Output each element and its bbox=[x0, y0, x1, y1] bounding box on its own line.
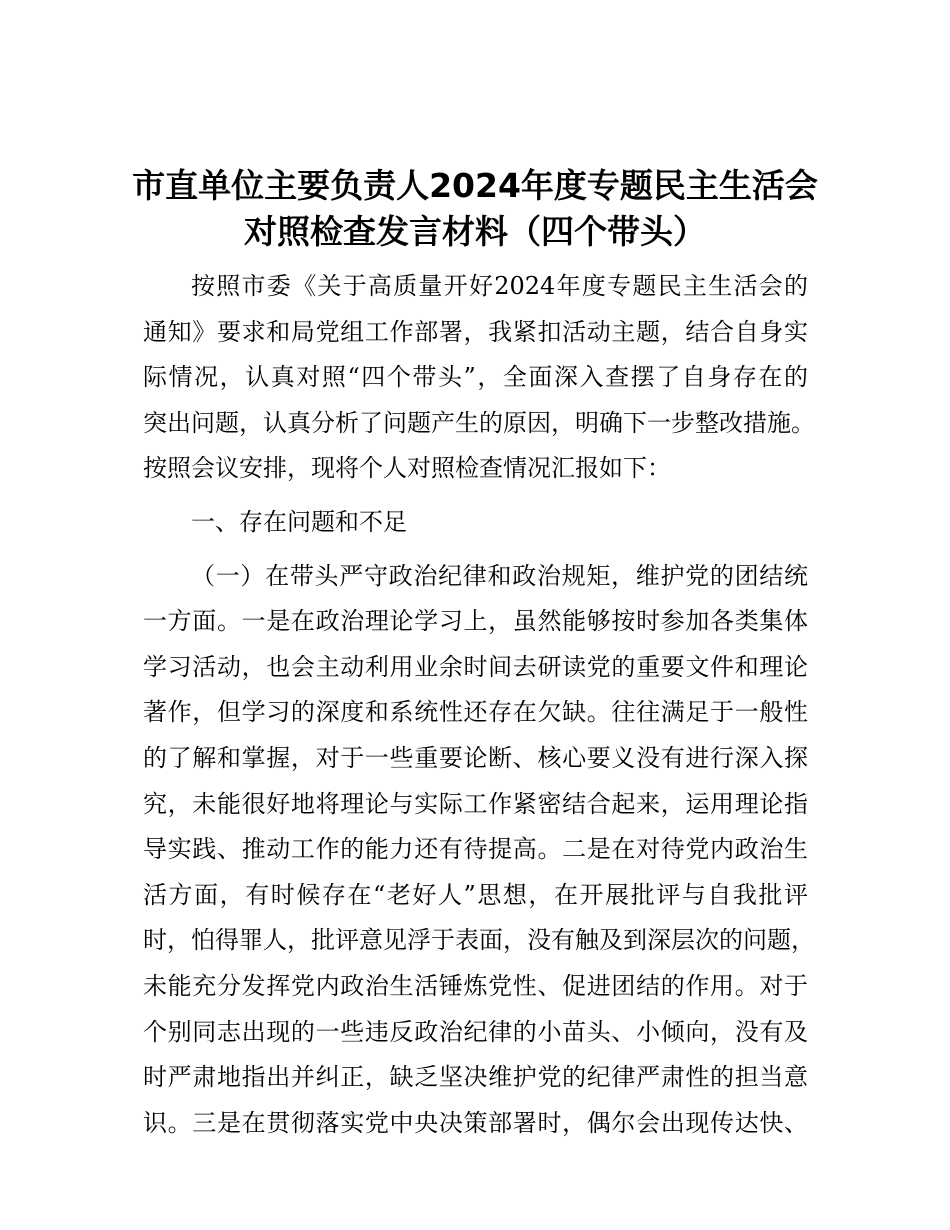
paragraph-line: （一）在带头严守政治纪律和政治规矩，维护党的团结统 bbox=[191, 561, 808, 590]
paragraph-line: 活方面，有时候存在“老好人”思想，在开展批评与自我批评 bbox=[143, 880, 808, 909]
intro-line: 际情况，认真对照“四个带头”，全面深入查摆了自身存在的 bbox=[143, 363, 808, 392]
paragraph-line: 识。三是在贯彻落实党中央决策部署时，偶尔会出现传达快、 bbox=[143, 1108, 808, 1137]
paragraph-line: 究，未能很好地将理论与实际工作紧密结合起来，运用理论指 bbox=[143, 789, 808, 818]
intro-line: 按照会议安排，现将个人对照检查情况汇报如下： bbox=[143, 454, 671, 483]
paragraph-gap bbox=[143, 492, 808, 500]
paragraph-line: 学习活动，也会主动利用业余时间去研读党的重要文件和理论 bbox=[143, 652, 808, 681]
paragraph-line: 一方面。一是在政治理论学习上，虽然能够按时参加各类集体 bbox=[143, 607, 808, 636]
paragraph-line: 的了解和掌握，对于一些重要论断、核心要义没有进行深入探 bbox=[143, 743, 808, 772]
paragraph-gap bbox=[143, 546, 808, 554]
paragraph-line: 个别同志出现的一些违反政治纪律的小苗头、小倾向，没有及 bbox=[143, 1017, 808, 1046]
document-body bbox=[143, 264, 815, 1146]
intro-line: 突出问题，认真分析了问题产生的原因，明确下一步整改措施。 bbox=[143, 408, 815, 437]
paragraph-line: 导实践、推动工作的能力还有待提高。二是在对待党内政治生 bbox=[143, 835, 808, 864]
paragraph-line: 著作，但学习的深度和系统性还存在欠缺。往往满足于一般性 bbox=[143, 698, 808, 727]
intro-line: 按照市委《关于高质量开好2024年度专题民主生活会的 bbox=[191, 272, 808, 300]
document-title-line-2: 对照检查发言材料（四个带头） bbox=[244, 212, 706, 251]
paragraph-line: 时，怕得罪人，批评意见浮于表面，没有触及到深层次的问题， bbox=[143, 926, 815, 955]
paragraph-line: 时严肃地指出并纠正，缺乏坚决维护党的纪律严肃性的担当意 bbox=[143, 1063, 808, 1092]
paragraph-line: 未能充分发挥党内政治生活锤炼党性、促进团结的作用。对于 bbox=[143, 971, 808, 1000]
intro-line: 通知》要求和局党组工作部署，我紧扣活动主题，结合自身实 bbox=[143, 317, 808, 346]
section-heading: 一、存在问题和不足 bbox=[191, 507, 407, 536]
problem-paragraph-1 bbox=[143, 554, 815, 1147]
document-title-line-1: 市直单位主要负责人2024年度专题民主生活会 bbox=[132, 166, 818, 205]
intro-paragraph bbox=[143, 264, 815, 492]
